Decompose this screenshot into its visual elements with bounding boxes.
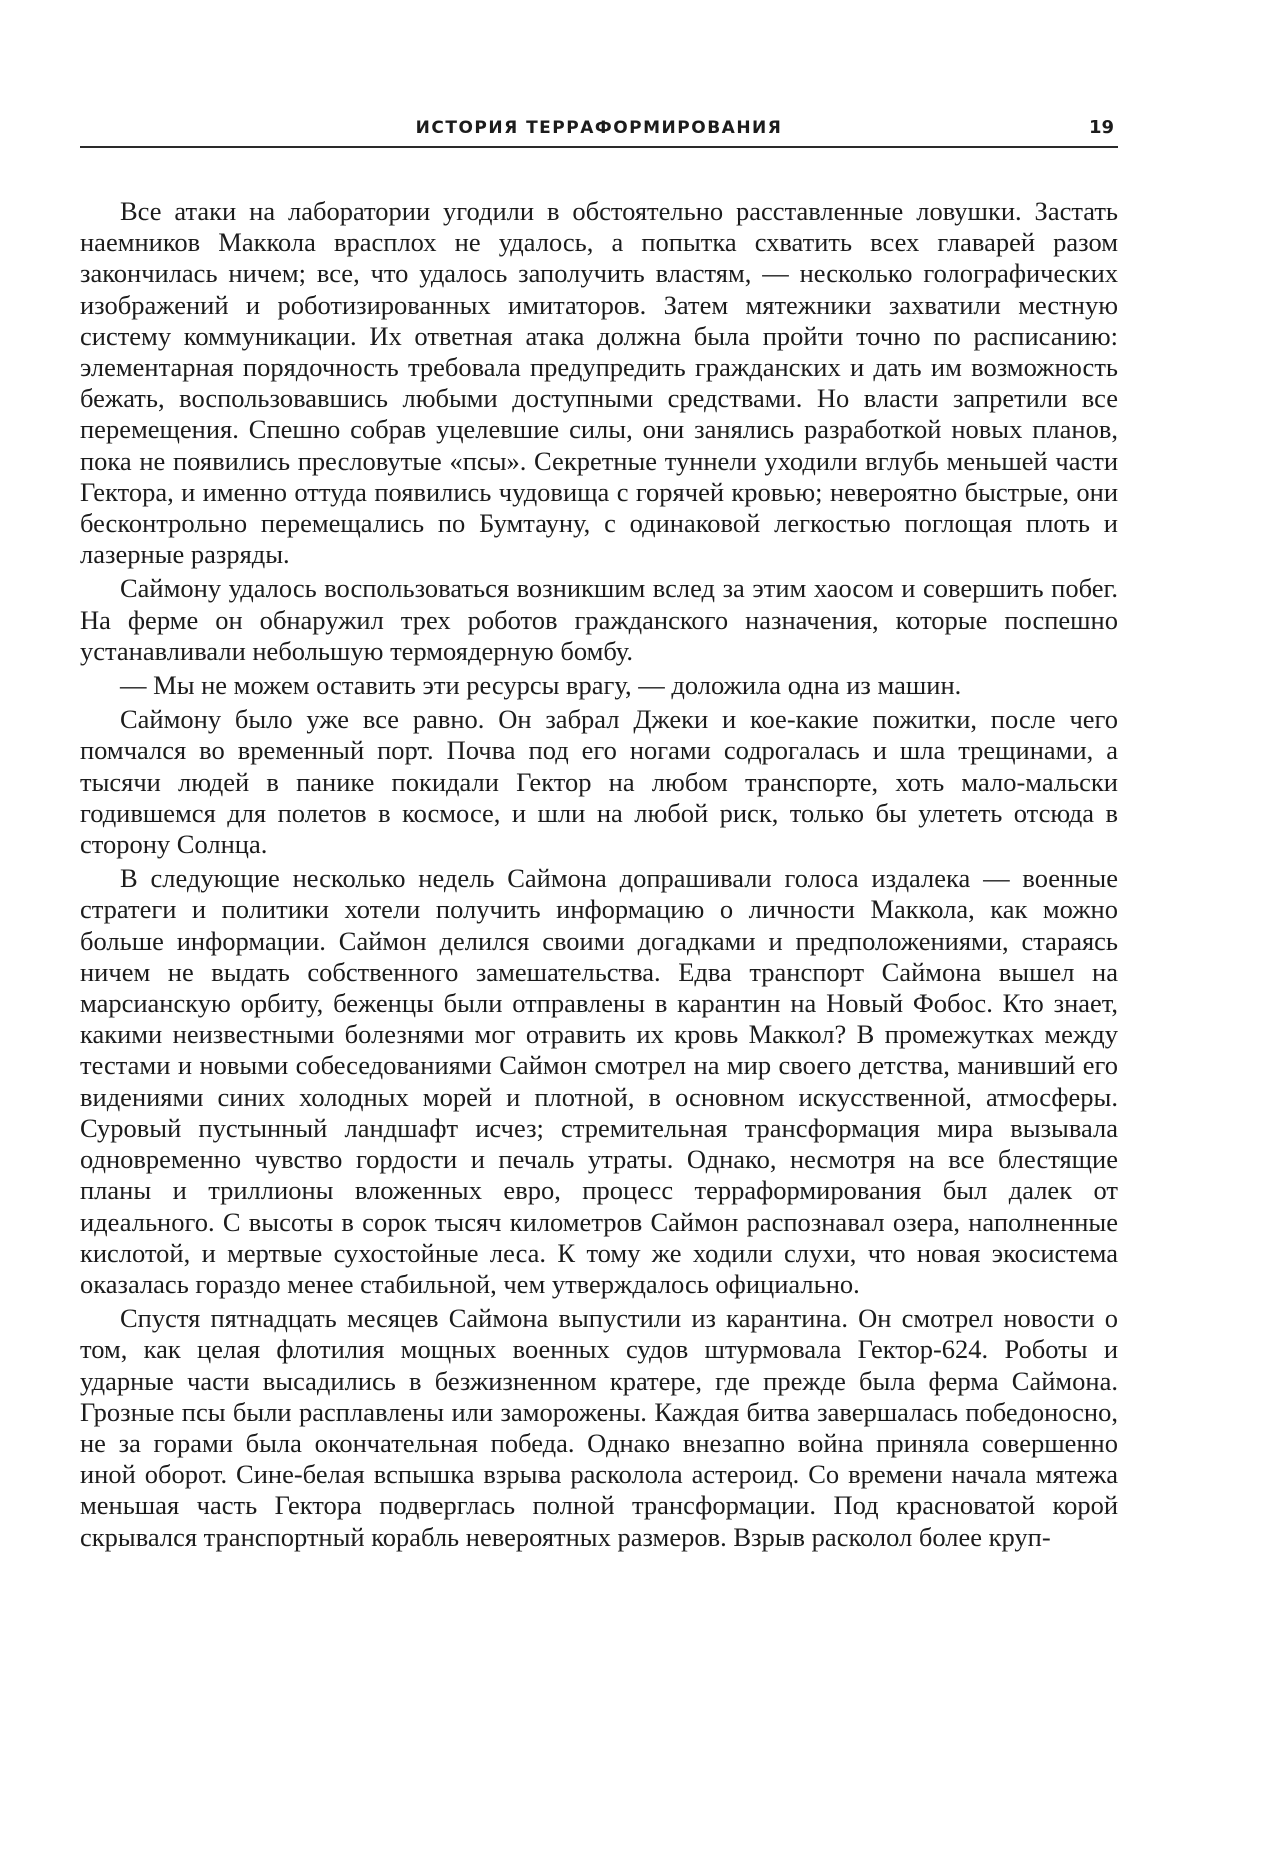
body-text	[80, 196, 1118, 1556]
running-head	[80, 112, 1118, 148]
paragraph: В следующие несколько недель Саймона допрашивали голоса издалека — военные стратеги и политики хотели получить информацию о личности Маккола, как можно больше информации. Саймон делился своими догадками и предположениями, стараясь ничем не выдать собственного замешательства. Едва транспорт Саймона вышел на марсианскую орбиту, беженцы были отправлены в карантин на Новый Фобос. Кто знает, какими неизвестными болезнями мог отравить их кровь Маккол? В промежутках между тестами и новыми собеседованиями Саймон смотрел на мир своего детства, манивший его видениями синих холодных морей и плотной, в основном искусственной, атмосферы. Суровый пустынный ландшафт исчез; стремительная трансформация мира вызывала одновременно чувство гордости и печаль утраты. Однако, несмотря на все блестящие планы и триллионы вложенных евро, процесс терраформирования был далек от идеального. С высоты в сорок тысяч километров Саймон распознавал озера, наполненные кислотой, и мертвые сухостойные леса. К тому же ходили слухи, что новая экосистема оказалась гораздо менее стабильной, чем утверждалось официально.	[80, 863, 1118, 1299]
page-number: 19	[1088, 117, 1114, 138]
paragraph: Все атаки на лаборатории угодили в обстоятельно расставленные ловушки. Застать наемников Маккола врасплох не удалось, а попытка схватить всех главарей разом закончилась ничем; все, что удалось заполучить властям, — несколько голографических изображений и роботизированных имитаторов. Затем мятежники захватили местную систему коммуникации. Их ответная атака должна была пройти точно по расписанию: элементарная порядочность требовала предупредить гражданских и дать им возможность бежать, воспользовавшись любыми доступными средствами. Но власти запретили все перемещения. Спешно собрав уцелевшие силы, они занялись разработкой новых планов, пока не появились пресловутые «псы». Секретные туннели уходили вглубь меньшей части Гектора, и именно оттуда появились чудовища с горячей кровью; невероятно быстрые, они бесконтрольно перемещались по Бумтауну, с одинаковой легкостью поглощая плоть и лазерные разряды.	[80, 196, 1118, 570]
paragraph: — Мы не можем оставить эти ресурсы врагу, — доложила одна из машин.	[120, 670, 962, 701]
paragraph: Саймону было уже все равно. Он забрал Джеки и кое-какие пожитки, после чего помчался во временный порт. Почва под его ногами содрогалась и шла трещинами, а тысячи людей в панике покидали Гектор на любом транспорте, хоть мало-мальски годившемся для полетов в космосе, и шли на любой риск, только бы улететь отсюда в сторону Солнца.	[80, 704, 1118, 860]
paragraph: Саймону удалось воспользоваться возникшим вслед за этим хаосом и совершить побег. На ферме он обнаружил трех роботов гражданского назначения, которые поспешно устанавливали небольшую термоядерную бомбу.	[80, 573, 1118, 666]
paragraph: Спустя пятнадцать месяцев Саймона выпустили из карантина. Он смотрел новости о том, как целая флотилия мощных военных судов штурмовала Гектор-624. Роботы и ударные части высадились в безжизненном кратере, где прежде была ферма Саймона. Грозные псы были расплавлены или заморожены. Каждая битва завершалась победоносно, не за горами была окончательная победа. Однако внезапно война приняла совершенно иной оборот. Сине-белая вспышка взрыва расколола астероид. Со времени начала мятежа меньшая часть Гектора подверглась полной трансформации. Под красноватой корой скрывался транспортный корабль невероятных размеров. Взрыв расколол более круп-	[80, 1303, 1118, 1552]
running-title: ИСТОРИЯ ТЕРРАФОРМИРОВАНИЯ	[415, 118, 783, 138]
